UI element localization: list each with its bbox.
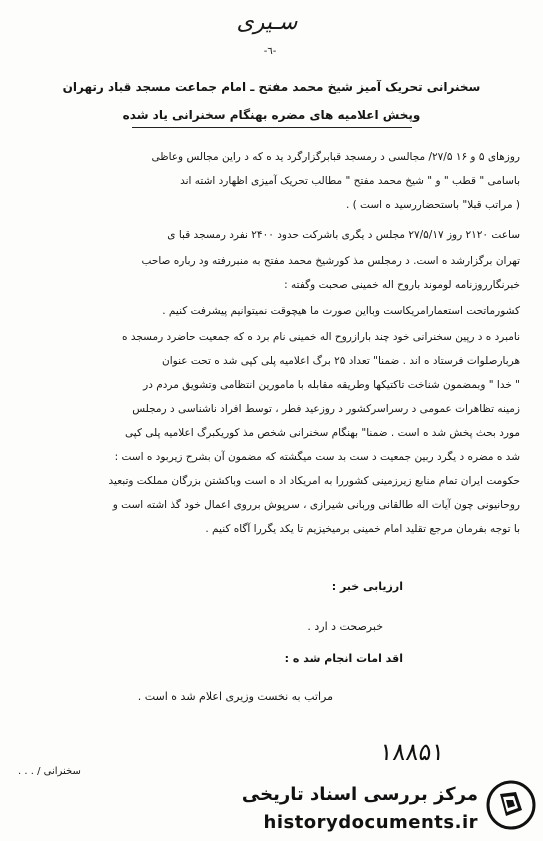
document-logo-icon xyxy=(486,780,536,830)
evaluation-label: ارزیابی خبر : xyxy=(331,580,403,593)
body-line-2: باسامی " قطب " و " شیخ محمد مفتح " مطالب تحریک آمیزی اظهارد اشته اند xyxy=(180,175,520,187)
classification-stamp: سـیری xyxy=(236,10,298,35)
body-line-7: کشورماتحت استعمارامریکاست وبااین صورت ما هیچوقت نمیتوانیم پیشرفت کنیم . xyxy=(162,305,520,317)
body-line-9: هربارصلوات فرستاد ه اند . ضمنا" تعداد ۲۵ برگ اعلامیه پلی کپی شد ه تحت عنوان xyxy=(162,355,520,367)
body-line-1: روزهای ۵ و ۱۶ ۲۷/۵/ مجالسی د رمسجد قبابرگزارگرد ید ه که د راین مجالس وعاظی xyxy=(151,151,520,163)
evaluation-value: خبرصحت د ارد . xyxy=(307,620,383,633)
body-line-16: با توجه بفرمان مرجع تقلید امام خمینی برمیخیزیم تا یکد یگررا آگاه کنیم . xyxy=(205,523,520,535)
document-title-line-2: وپخش اعلامیه های مضره بهنگام سخنرانی یاد شده xyxy=(122,108,421,122)
page-number: -٦- xyxy=(263,46,277,57)
body-line-14: حکومت ایران تمام منابع زیرزمینی کشوررا به امریکاد اد ه است وباکشتن بزرگان مملکت وتبعید xyxy=(108,475,520,487)
title-underline xyxy=(132,127,412,128)
footer-classification-note: سخنرانی / . . . xyxy=(18,766,81,777)
body-line-3: ( مراتب قبلا" باستحضاررسید ه است ) . xyxy=(345,199,520,211)
actions-label: اقد امات انجام شد ه : xyxy=(284,652,403,665)
watermark xyxy=(240,778,540,838)
body-line-15: روحانیونی چون آیات اله طالقانی وربانی شیرازی ، سرپوش برروی اعمال خود گذ اشته است و xyxy=(112,499,520,511)
handwritten-number: ۱۸۸۵۱ xyxy=(378,738,446,766)
body-line-8: نامبرد ه د رپین سخنرانی خود چند بارازروح اله خمینی نام برد ه که جمعیت حاضرد رمسجد ه xyxy=(121,331,520,343)
watermark-title: مرکز بررسی اسناد تاریخی xyxy=(241,784,478,805)
body-line-5: تهران برگزارشد ه است. د رمجلس مذ کورشیخ محمد مفتح به منبررفته ود رباره صاحب xyxy=(141,255,520,267)
watermark-url: historydocuments.ir xyxy=(263,812,478,833)
actions-value: مراتب به نخست وزیری اعلام شد ه است . xyxy=(137,690,333,703)
document-title-line-1: سخنرانی تحریک آمیز شیخ محمد مفتح ـ امام جماعت مسجد قباد رتهران xyxy=(62,80,481,94)
body-line-13: شد ه مضره د یگرد ربین جمعیت د ست بد ست میگشته که مضمون آن بشرح زیربود ه است : xyxy=(114,451,520,463)
body-line-4: ساعت ۲۱۲۰ روز ۲۷/۵/۱۷ مجلس د یگری باشرکت حدود ۲۴۰۰ نفرد رمسجد قبا ی xyxy=(167,229,520,241)
body-line-11: زمینه تظاهرات عمومی د رسراسرکشور د روزعید فطر ، توسط افراد ناشناسی د رمجلس xyxy=(132,403,520,415)
body-line-12: مورد بحث پخش شد ه است . ضمنا" بهنگام سخنرانی شخص مذ کوریکبرگ اعلامیه پلی کپی xyxy=(125,427,520,439)
body-line-10: " خدا " وبمضمون شناخت تاکتیکها وطریقه مقابله با مامورین انتظامی وتشویق مردم در xyxy=(143,379,520,391)
body-line-6: خبرنگارروزنامه لوموند باروح اله خمینی صحبت وگفته : xyxy=(284,279,520,291)
